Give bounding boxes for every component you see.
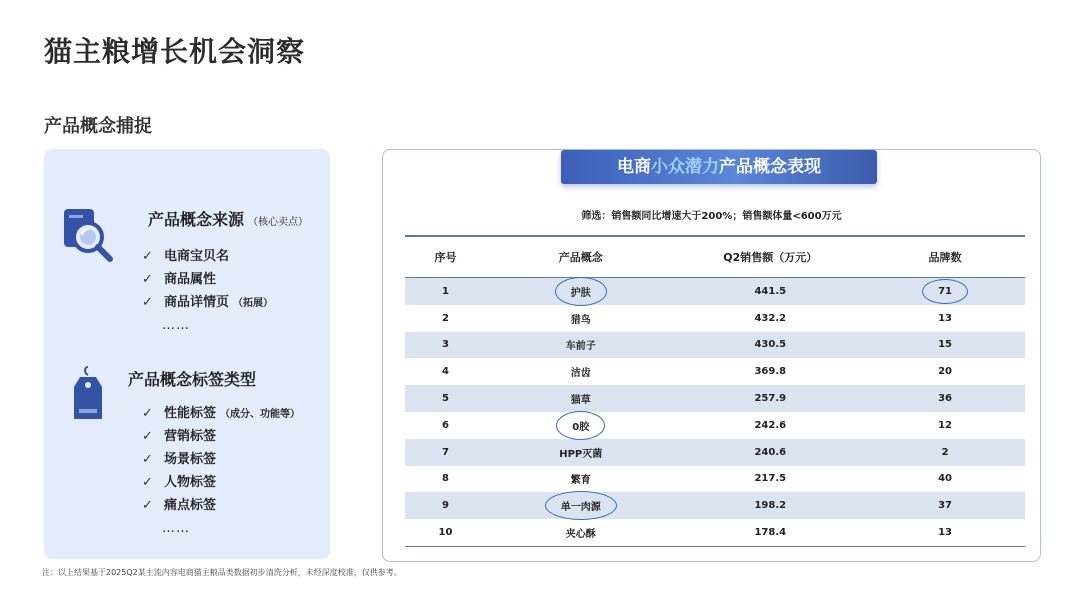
list-item: ✓ 人物标签 xyxy=(142,475,217,490)
cell-index: 3 xyxy=(405,332,486,359)
column-header: 产品概念 xyxy=(486,236,676,278)
cell-sales: 242.6 xyxy=(754,419,787,431)
table-row xyxy=(405,278,1025,305)
cell-sales: 369.8 xyxy=(754,366,787,378)
concept-table-panel xyxy=(382,149,1041,562)
column-header: 品牌数 xyxy=(865,236,1025,278)
cell-brands: 20 xyxy=(938,366,953,378)
list-item: ✓ 商品详情页 （拓展） xyxy=(142,295,274,310)
highlight-circle: 护肤 xyxy=(569,284,593,299)
cell-brands: 37 xyxy=(865,492,1025,519)
list-item: ✓ 营销标签 xyxy=(142,429,217,444)
cell-index: 1 xyxy=(405,278,486,305)
cell-concept: HPP灭菌 xyxy=(486,439,676,466)
cell-concept: 猎鸟 xyxy=(570,314,591,326)
concept-table xyxy=(405,235,1025,547)
cell-concept: 洁齿 xyxy=(570,368,591,380)
highlight-circle: 0胶 xyxy=(570,418,591,433)
concept-source-title: 产品概念来源 （核心卖点） xyxy=(148,210,309,229)
table-row xyxy=(405,519,1025,546)
cell-sales: 198.2 xyxy=(675,492,865,519)
cell-sales: 430.5 xyxy=(675,332,865,359)
column-header: Q2销售额（万元） xyxy=(675,236,865,278)
cell-sales: 217.5 xyxy=(754,473,787,485)
table-title: 电商小众潜力产品概念表现 xyxy=(561,150,877,184)
highlight-circle: 71 xyxy=(938,285,953,297)
cell-index: 4 xyxy=(442,366,449,378)
price-tag-icon xyxy=(70,365,106,427)
cell-brands: 13 xyxy=(938,312,953,324)
cell-index: 7 xyxy=(405,439,486,466)
table-row xyxy=(405,385,1025,412)
column-header: 序号 xyxy=(405,236,486,278)
cell-brands: 36 xyxy=(865,385,1025,412)
table-row xyxy=(405,358,1025,385)
table-row xyxy=(405,492,1025,519)
table-header-row xyxy=(405,236,1025,278)
list-item: ✓ 商品属性 xyxy=(142,272,217,287)
footnote: 注：以上结果基于2025Q2某主流内容电商猫主粮品类数据初步清洗分析，未经深度校准，仅供参考。 xyxy=(42,568,402,577)
cell-concept xyxy=(486,412,676,439)
list-item: ✓ 性能标签 （成分、功能等） xyxy=(142,406,301,421)
tag-type-title: 产品概念标签类型 xyxy=(128,370,257,389)
cell-concept: 繁育 xyxy=(570,475,591,487)
cell-brands: 12 xyxy=(938,419,953,431)
section-subtitle: 产品概念捕捉 xyxy=(44,116,152,137)
cell-concept: 车前子 xyxy=(486,332,676,359)
magnifier-document-icon xyxy=(60,205,116,271)
cell-index: 2 xyxy=(442,312,449,324)
list-more: …… xyxy=(162,521,190,536)
filter-note: 筛选：销售额同比增速大于200%；销售额体量<600万元 xyxy=(581,211,842,222)
cell-concept xyxy=(486,492,676,519)
cell-concept: 夹心酥 xyxy=(486,519,676,546)
cell-brands: 2 xyxy=(865,439,1025,466)
cell-index: 6 xyxy=(442,419,449,431)
cell-sales: 441.5 xyxy=(675,278,865,305)
cell-sales: 240.6 xyxy=(675,439,865,466)
table-row xyxy=(405,466,1025,493)
list-item: ✓ 痛点标签 xyxy=(142,498,217,513)
cell-sales: 257.9 xyxy=(675,385,865,412)
cell-brands: 15 xyxy=(865,332,1025,359)
table-row xyxy=(405,332,1025,359)
cell-concept: 猫草 xyxy=(486,385,676,412)
cell-brands: 40 xyxy=(938,473,953,485)
cell-brands xyxy=(865,278,1025,305)
cell-concept xyxy=(486,278,676,305)
cell-brands: 13 xyxy=(865,519,1025,546)
cell-index: 9 xyxy=(405,492,486,519)
concept-source-list xyxy=(142,245,273,337)
cell-index: 10 xyxy=(405,519,486,546)
concept-source-panel xyxy=(44,149,330,559)
cell-index: 8 xyxy=(442,473,449,485)
cell-sales: 432.2 xyxy=(754,312,787,324)
cell-index: 5 xyxy=(405,385,486,412)
table-row xyxy=(405,439,1025,466)
table-row xyxy=(405,305,1025,332)
list-more: …… xyxy=(162,318,190,333)
table-row xyxy=(405,412,1025,439)
highlight-circle: 单一肉源 xyxy=(559,498,603,513)
list-item: ✓ 场景标签 xyxy=(142,452,217,467)
cell-sales: 178.4 xyxy=(675,519,865,546)
page-title: 猫主粮增长机会洞察 xyxy=(44,35,306,68)
list-item: ✓ 电商宝贝名 xyxy=(142,249,230,264)
tag-type-list xyxy=(142,402,300,540)
